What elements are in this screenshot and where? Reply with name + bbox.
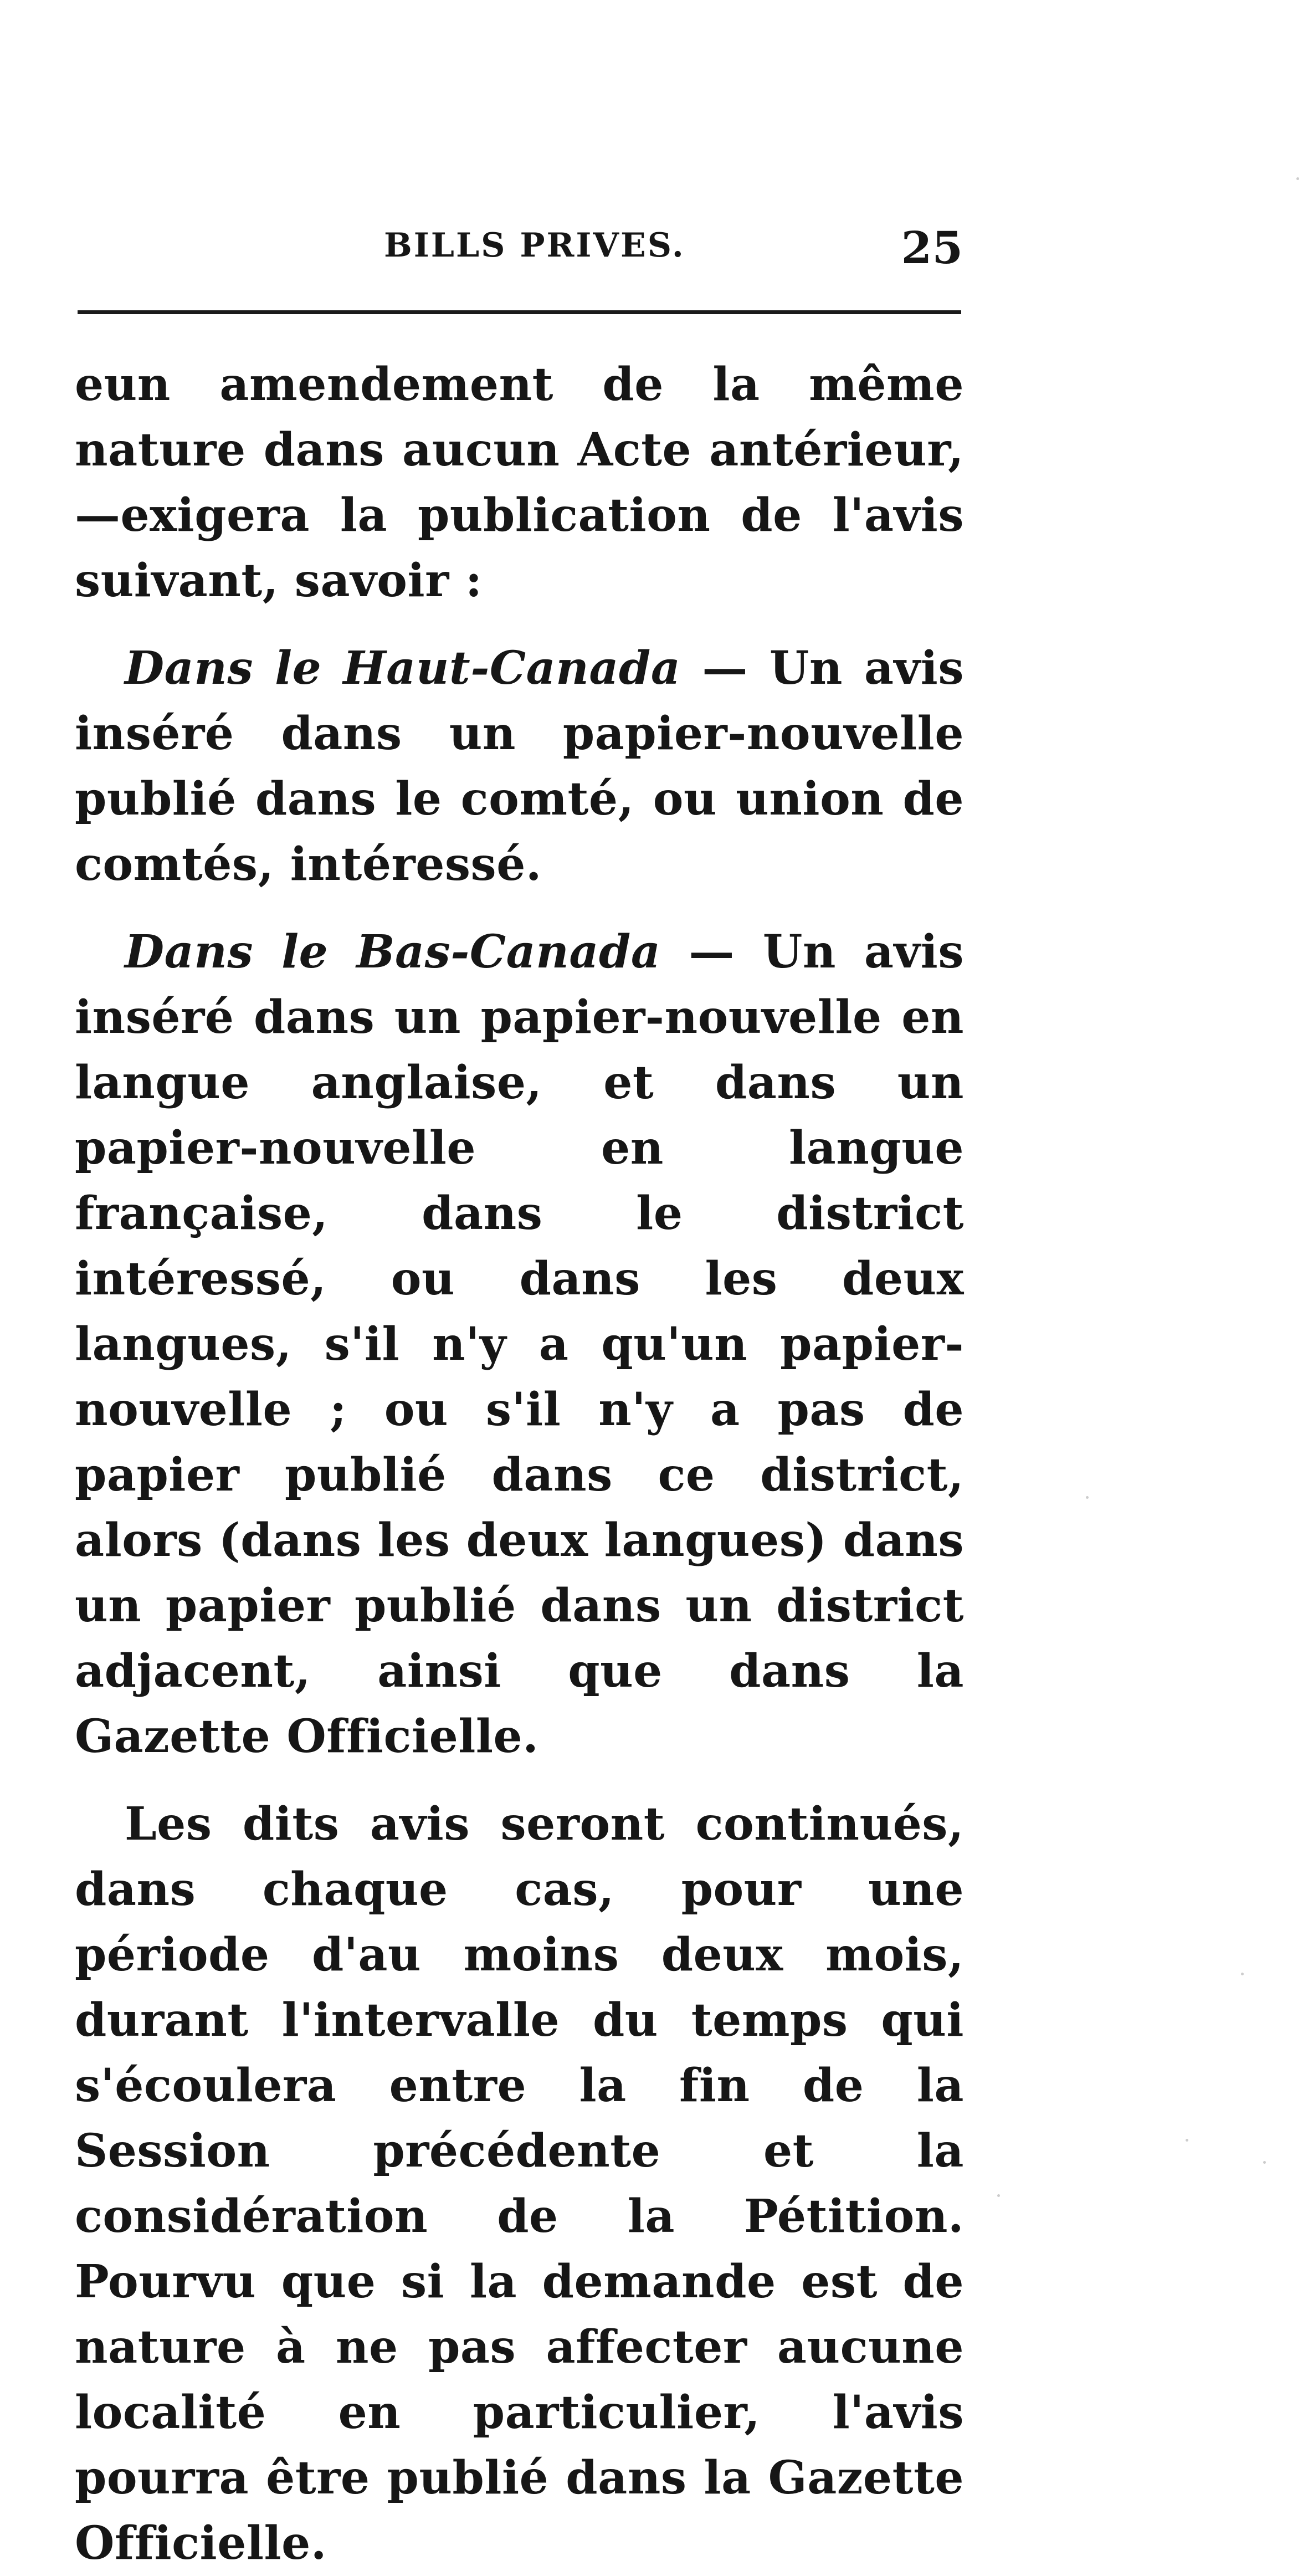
- page-number: 25: [901, 222, 963, 274]
- running-title: BILLS PRIVES.: [384, 226, 685, 265]
- paragraph-4-text: Les dits avis seront continués, dans chaque cas, pour une période d'au moins deux mois, durant l'intervalle du temps qui s'écoulera entre la fin de la Session précédente et la considération de la Pétition. Pourvu que si la demande est de nature à ne pas affecter aucune localité en particulier, l'avis pourra être publié dans la Gazette Officielle.: [75, 1797, 964, 2570]
- paragraph-4: [75, 1791, 964, 2576]
- paragraph-3: [75, 919, 964, 1769]
- paper-speck: [1296, 177, 1299, 180]
- page-header: [76, 222, 963, 283]
- paragraph-2: [75, 636, 964, 897]
- paper-speck: [1086, 1496, 1089, 1499]
- paper-speck: [1186, 2139, 1188, 2142]
- paragraph-2-text: — Un avis inséré dans un papier-nouvelle publié dans le comté, ou union de comtés, intéressé.: [75, 642, 964, 891]
- paper-speck: [1241, 1973, 1244, 1975]
- paragraph-2-lead: Dans le Haut-Canada: [125, 642, 681, 695]
- paragraph-3-lead: Dans le Bas-Canada: [125, 925, 661, 979]
- paragraph-1-text: eun amendement de la même nature dans aucun Acte antérieur,—exigera la publication de l'avis suivant, savoir :: [75, 358, 964, 607]
- paper-speck: [997, 2194, 1000, 2197]
- body-text: [75, 352, 964, 2576]
- header-rule: [78, 310, 961, 314]
- paragraph-1: [75, 352, 964, 613]
- paragraph-3-text: — Un avis inséré dans un papier-nouvelle en langue anglaise, et dans un papier-nouvelle en langue française, dans le district intéressé, ou dans les deux langues, s'il n'y a qu'un papier-nouvelle ; ou s'il n'y a pas de papier publié dans ce district, alors (dans les deux langues) dans un papier publié dans un district adjacent, ainsi que dans la Gazette Officielle.: [75, 925, 964, 1763]
- paper-speck: [1263, 2161, 1266, 2164]
